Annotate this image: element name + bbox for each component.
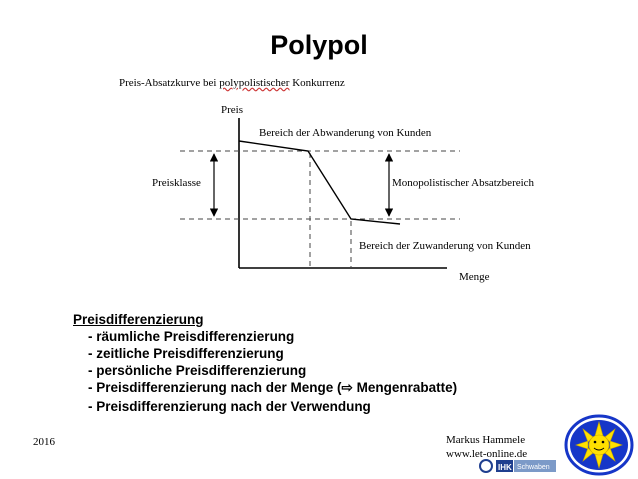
list-item: - räumliche Preisdifferenzierung xyxy=(88,329,295,344)
footer-author-block xyxy=(446,433,527,461)
footer-year: 2016 xyxy=(33,436,55,448)
ihk-logo xyxy=(478,458,558,474)
svg-text:IHK: IHK xyxy=(498,463,512,472)
author-name: Markus Hammele xyxy=(446,434,526,446)
list-item: - zeitliche Preisdifferenzierung xyxy=(88,346,284,361)
ihk-logo-text: Schwaben xyxy=(517,464,550,471)
list-item: - Preisdifferenzierung nach der Verwendung xyxy=(88,399,371,414)
page-title: Polypol xyxy=(270,30,368,60)
sun-logo-icon xyxy=(564,414,634,476)
caption-prefix: Preis-Absatzkurve bei xyxy=(119,77,220,89)
website-link[interactable]: www.let-online.de xyxy=(446,448,528,460)
caption-underlined: polypolistischer xyxy=(219,77,290,89)
demand-curve xyxy=(239,141,400,224)
list-heading: Preisdifferenzierung xyxy=(73,312,204,327)
price-class-label: Preisklasse xyxy=(152,177,201,189)
inflow-range-label: Bereich der Zuwanderung von Kunden xyxy=(359,240,531,252)
caption-suffix: Konkurrenz xyxy=(289,77,345,89)
list-item: - Preisdifferenzierung nach der Menge (⇨ Mengenrabatte) xyxy=(88,380,458,395)
list-item: - persönliche Preisdifferenzierung xyxy=(88,363,307,378)
outflow-range-label: Bereich der Abwanderung von Kunden xyxy=(259,127,432,139)
x-axis-label: Menge xyxy=(459,271,490,283)
monopolistic-range-label: Monopolistischer Absatzbereich xyxy=(392,177,535,189)
price-differentiation-list xyxy=(73,311,457,415)
y-axis-label: Preis xyxy=(221,104,243,116)
